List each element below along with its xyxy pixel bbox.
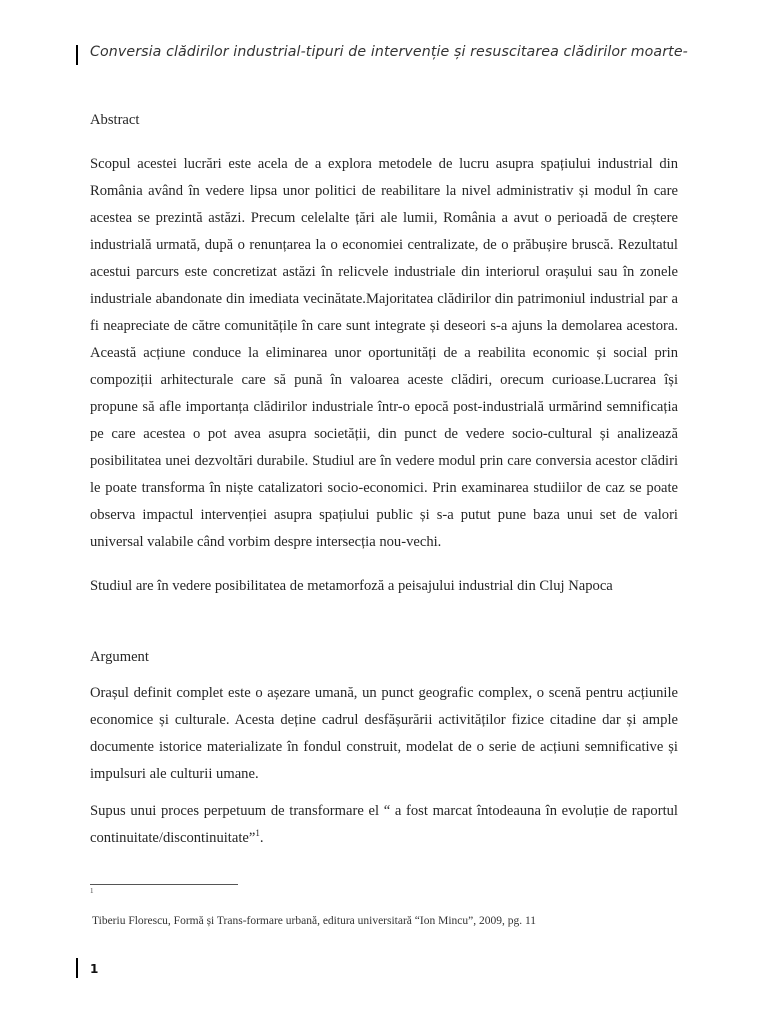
footnote-text: Tiberiu Florescu, Formă și Trans-formare urbană, editura universitară “Ion Mincu”, 2009, pg. 11	[92, 915, 537, 927]
running-header-title: Conversia clădirilor industrial-tipuri de intervenție și resuscitarea clădirilor moarte-	[90, 44, 688, 60]
footnote-reference[interactable]: 1	[255, 828, 260, 839]
footnote-separator	[90, 884, 238, 885]
abstract-paragraph: Scopul acestei lucrări este acela de a explora metodele de lucru asupra spațiului industrial din România având în vedere lipsa unor politici de reabilitare la nivel administrativ și modul în care acestea se prezintă astăzi. Precum celelalte țări ale lumii, România a avut o perioadă de creștere industrială urmată, după o renunțarea la o economiei centralizate, de o prăbușire bruscă. Rezultatul acestui parcurs este concretizat astăzi în relicvele industriale din interiorul orașului sau în zonele industriale abandonate din imediata vecinătate.Majoritatea clădirilor din patrimoniul industrial par a fi neapreciate de către comunitățile în care sunt integrate și deseori s-a ajuns la demolarea acestora. Această acțiune conduce la eliminarea unor oportunități de a reabilita economic și social prin compoziții arhitecturale care să pună în valoarea aceste clădiri, orecum curioase.Lucrarea își propune să afle importanța clădirilor industriale într-o epocă post-industrială urmărind semnificația pe care acestea o pot avea asupra societății, din punct de vedere socio-cultural și analizează posibilitatea unei dezvoltări durabile. Studiul are în vedere modul prin care conversia acestor clădiri le poate transforma în niște catalizatori socio-economici. Prin examinarea studiilor de caz se poate observa impactul intervenției asupra spațiului public și s-a putut pune baza unui set de valori universal valabile când vorbim despre intersecția nou-vechi.	[90, 156, 678, 550]
header-margin-bar	[76, 45, 78, 65]
study-focus-line: Studiul are în vedere posibilitatea de metamorfoză a peisajului industrial din Cluj Napoca	[90, 578, 613, 594]
abstract-heading: Abstract	[90, 112, 140, 128]
argument-paragraph-1: Orașul definit complet este o așezare umană, un punct geografic complex, o scenă pentru acțiunile economice și culturale. Acesta deține cadrul desfășurării activităților fizice citadine dar și ample documente istorice materializate în fondul construit, modelat de o serie de acțiuni semnificative și impulsuri ale culturii umane.	[90, 685, 678, 782]
page-number: 1	[90, 962, 99, 976]
argument-heading: Argument	[90, 649, 149, 665]
argument-paragraph-2-text: Supus unui proces perpetuum de transformare el “ a fost marcat întodeauna în evoluție de raportul continuitate/discontinuitate”	[90, 803, 678, 846]
footer-margin-bar	[76, 958, 78, 978]
argument-paragraph-2-end: .	[259, 830, 264, 846]
argument-paragraph-2	[90, 798, 678, 852]
footnote-marker: 1	[90, 887, 94, 895]
